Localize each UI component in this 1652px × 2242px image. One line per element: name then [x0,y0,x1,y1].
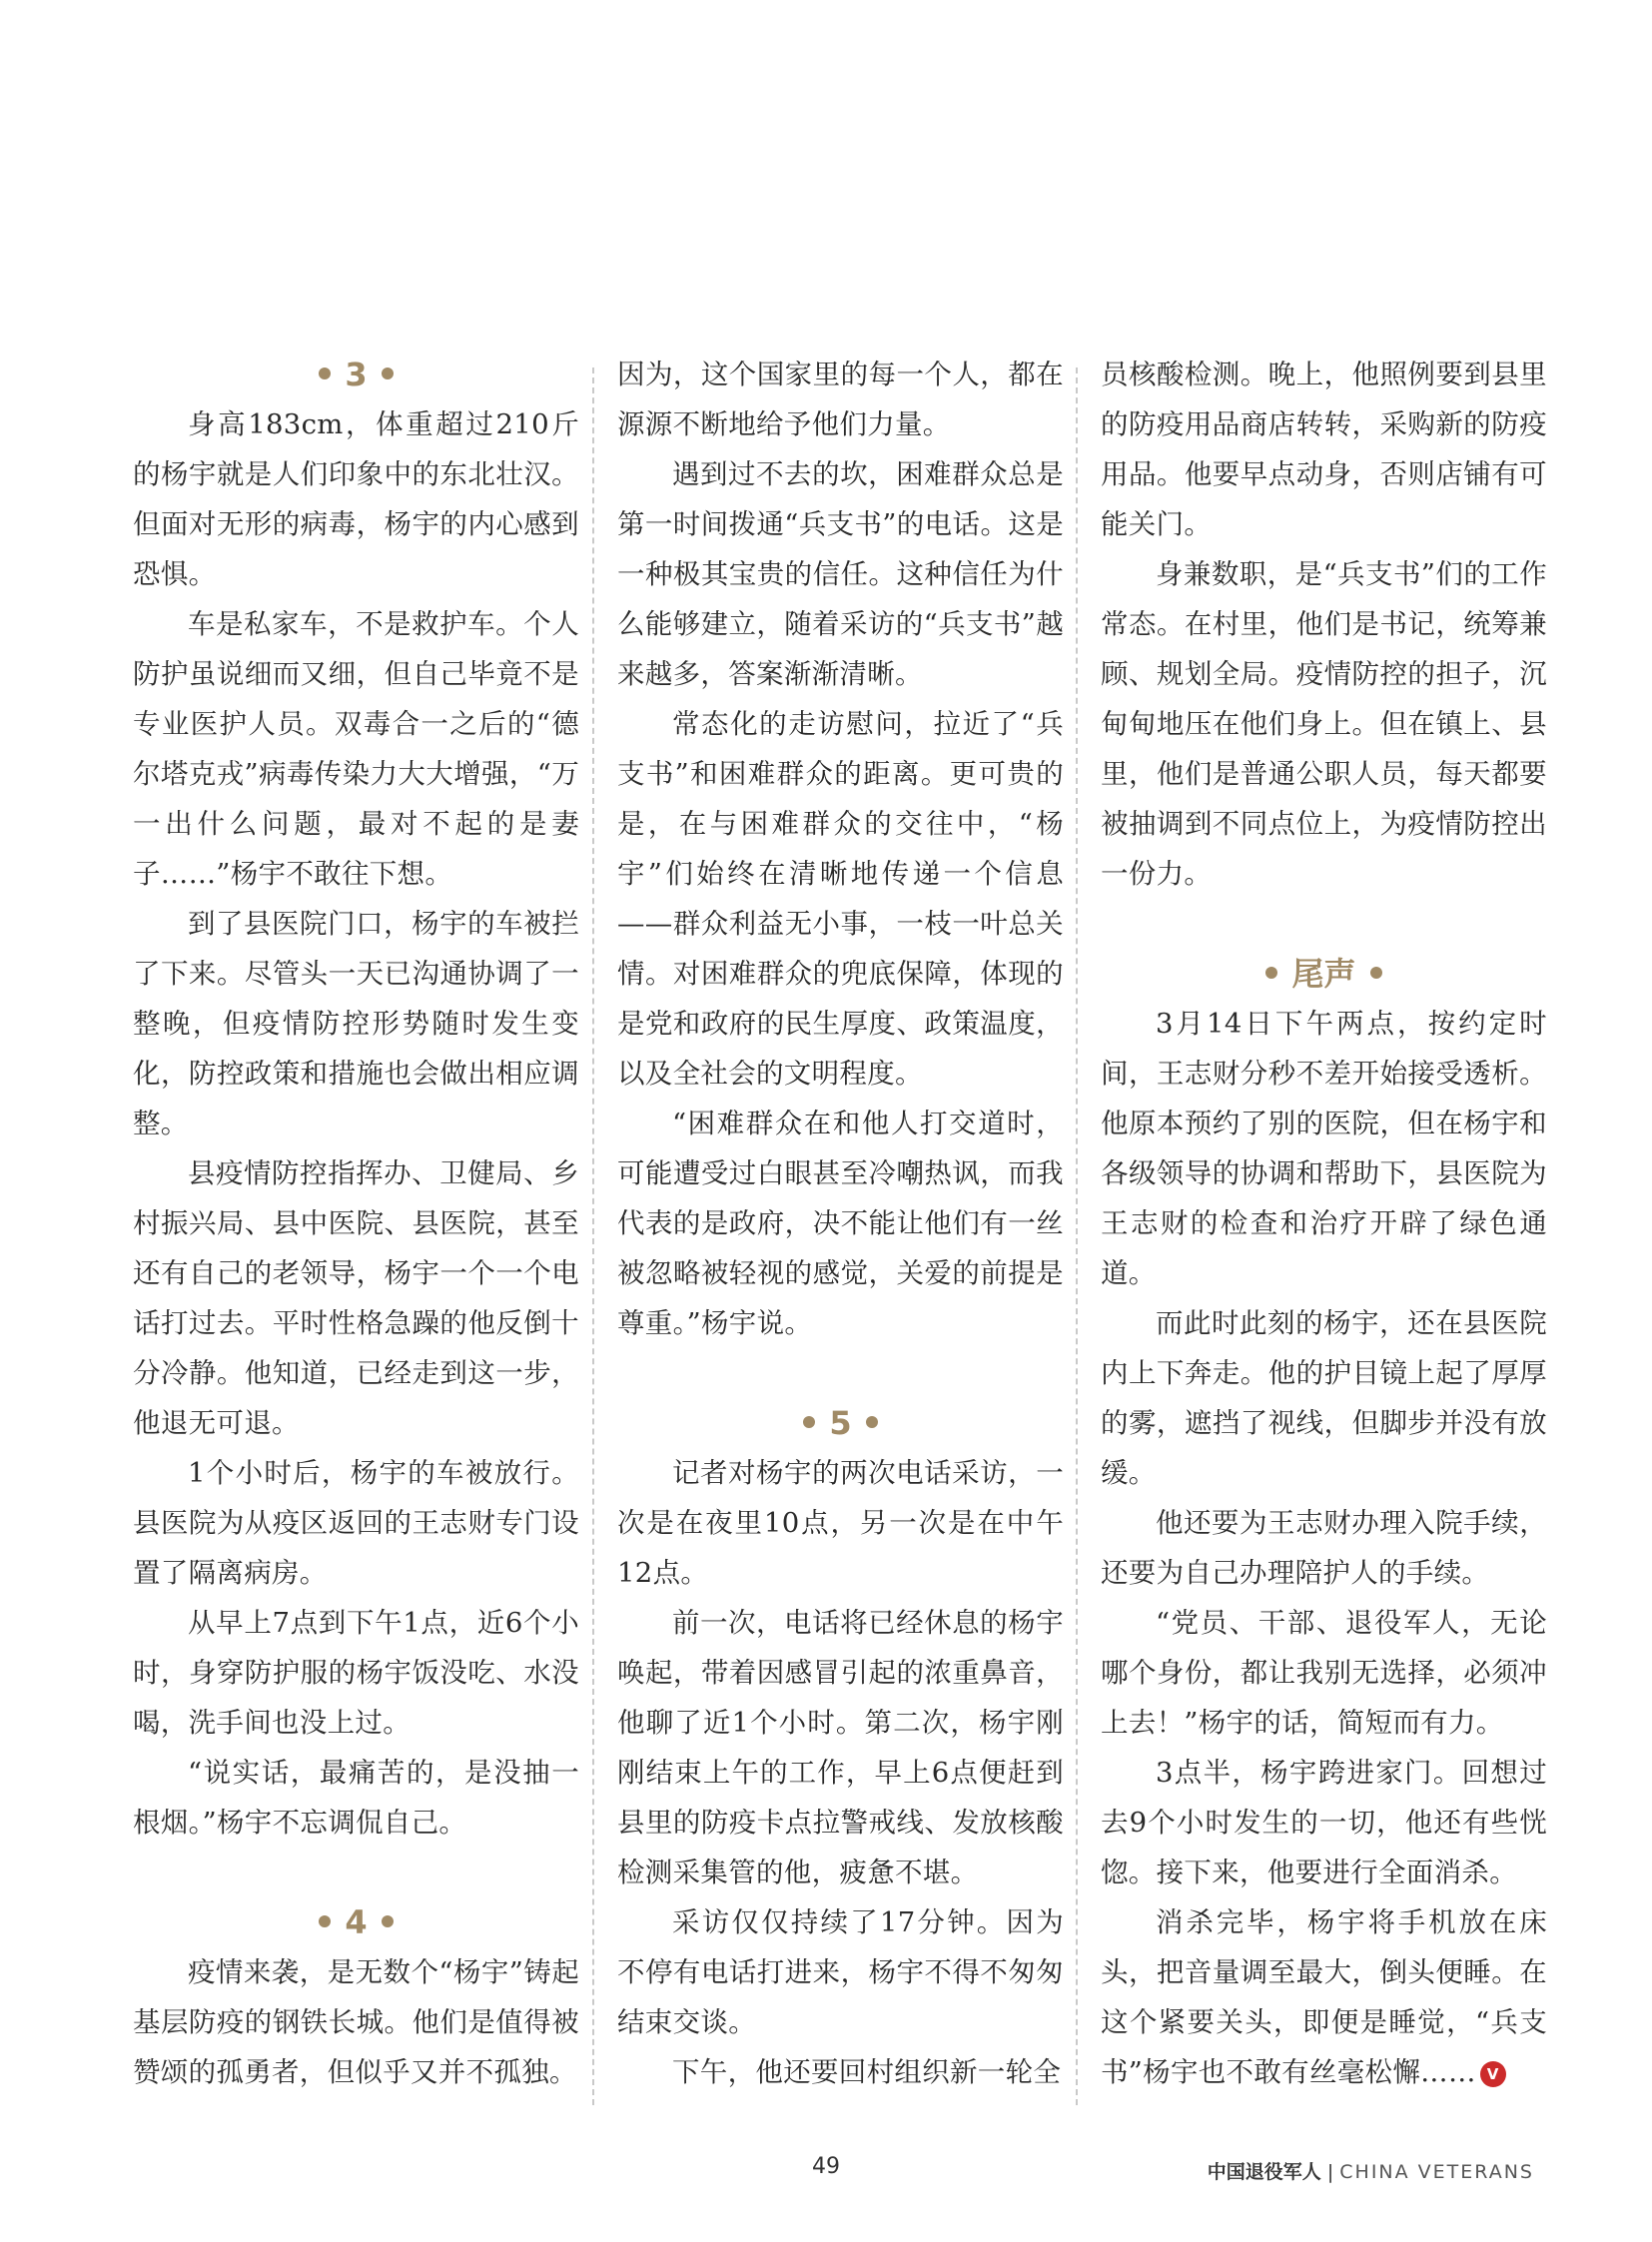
paragraph: 到了县医院门口，杨宇的车被拦了下来。尽管头一天已沟通协调了一整晚，但疫情防控形势随时发生变化，防控政策和措施也会做出相应调整。 [133,908,579,1139]
magazine-name-cn: 中国退役军人 [1207,2161,1321,2183]
section-heading-5: 5 [617,1398,1064,1448]
section-gap [617,1348,1064,1398]
paragraph: 下午，他还要回村组织新一轮全 [672,2056,1062,2088]
paragraph: 1个小时后，杨宇的车被放行。县医院为从疫区返回的王志财专门设置了隔离病房。 [133,1457,579,1589]
paragraph: 前一次，电话将已经休息的杨宇唤起，带着因感冒引起的浓重鼻音，他聊了近1个小时。第二次，杨宇刚刚结束上午的工作，早上6点便赶到县里的防疫卡点拉警戒线、发放核酸检测采集管的他，疲惫不堪。 [617,1607,1064,1888]
paragraph: 从早上7点到下午1点，近6个小时，身穿防护服的杨宇饭没吃、水没喝，洗手间也没上过。 [133,1607,579,1739]
paragraph: 3点半，杨宇跨进家门。回想过去9个小时发生的一切，他还有些恍惚。接下来，他要进行全面消杀。 [1101,1757,1547,1888]
paragraph: “说实话，最痛苦的，是没抽一根烟。”杨宇不忘调侃自己。 [133,1757,579,1839]
magazine-name-en: CHINA VETERANS [1339,2161,1534,2183]
last-paragraph: 消杀完毕，杨宇将手机放在床头，把音量调至最大，倒头便睡。在这个紧要关头，即便是睡觉，“兵支书”杨宇也不敢有丝毫松懈…… V [1101,1906,1547,2088]
paragraph: 员核酸检测。晚上，他照例要到县里的防疫用品商店转转，采购新的防疫用品。他要早点动身，否则店铺有可能关门。 [1101,359,1547,540]
column-divider [1076,368,1078,2105]
paragraph: 疫情来袭，是无数个“杨宇”铸起基层防疫的钢铁长城。他们是值得被赞颂的孤勇者，但似乎又并不孤独。 [133,1956,579,2088]
paragraph: 县疫情防控指挥办、卫健局、乡村振兴局、县中医院、县医院，甚至还有自己的老领导，杨宇一个一个电话打过去。平时性格急躁的他反倒十分冷静。他知道，已经走到这一步，他退无可退。 [133,1157,579,1439]
paragraph: 常态化的走访慰问，拉近了“兵支书”和困难群众的距离。更可贵的是，在与困难群众的交往中，“杨宇”们始终在清晰地传递一个信息——群众利益无小事，一枝一叶总关情。对困难群众的兜底保障，体现的是党和政府的民生厚度、政策温度，以及全社会的文明程度。 [617,708,1064,1090]
paragraph: “党员、干部、退役军人，无论哪个身份，都让我别无选择，必须冲上去！”杨宇的话，简短而有力。 [1101,1607,1547,1739]
magazine-name [1208,2157,1534,2184]
footer-separator: | [1326,2161,1334,2183]
paragraph: 他还要为王志财办理入院手续，还要为自己办理陪护人的手续。 [1101,1507,1547,1589]
paragraph: “困难群众在和他人打交道时，可能遭受过白眼甚至冷嘲热讽，而我代表的是政府，决不能让他们有一丝被忽略被轻视的感觉，关爱的前提是尊重。”杨宇说。 [617,1108,1064,1339]
paragraph: 身高183cm，体重超过210斤的杨宇就是人们印象中的东北壮汉。但面对无形的病毒，杨宇的内心感到恐惧。 [133,408,579,590]
column-3 [1101,350,1547,2097]
section-heading-4: 4 [133,1897,579,1947]
paragraph: 记者对杨宇的两次电话采访，一次是在夜里10点，另一次是在中午12点。 [617,1457,1064,1589]
paragraph: 身兼数职，是“兵支书”们的工作常态。在村里，他们是书记，统筹兼顾、规划全局。疫情防控的担子，沉甸甸地压在他们身上。但在镇上、县里，他们是普通公职人员，每天都要被抽调到不同点位上，为疫情防控出一份力。 [1101,558,1547,890]
section-heading-3: 3 [133,350,579,399]
paragraph: 车是私家车，不是救护车。个人防护虽说细而又细，但自己毕竟不是专业医护人员。双毒合一之后的“德尔塔克戎”病毒传染力大大增强，“万一出什么问题，最对不起的是妻子……”杨宇不敢往下想。 [133,608,579,890]
paragraph: 因为，这个国家里的每一个人，都在源源不断地给予他们力量。 [617,359,1064,440]
column-1 [133,350,579,2097]
paragraph: 采访仅仅持续了17分钟。因为不停有电话打进来，杨宇不得不匆匆结束交谈。 [617,1906,1064,2038]
paragraph: 而此时此刻的杨宇，还在县医院内上下奔走。他的护目镜上起了厚厚的雾，遮挡了视线，但脚步并没有放缓。 [1101,1307,1547,1489]
column-divider [592,368,594,2105]
column-2 [617,350,1064,2097]
section-gap [133,1848,579,1897]
page-number: 49 [812,2154,840,2179]
paragraph: 遇到过不去的坎，困难群众总是第一时间拨通“兵支书”的电话。这是一种极其宝贵的信任。这种信任为什么能够建立，随着采访的“兵支书”越来越多，答案渐渐清晰。 [617,458,1064,690]
section-heading-epilogue: 尾声 [1101,949,1547,999]
paragraph: 3月14日下午两点，按约定时间，王志财分秒不差开始接受透析。他原本预约了别的医院，但在杨宇和各级领导的协调和帮助下，县医院为王志财的检查和治疗开辟了绿色通道。 [1101,1008,1547,1289]
section-gap [1101,899,1547,949]
article-end-icon: V [1480,2061,1506,2087]
